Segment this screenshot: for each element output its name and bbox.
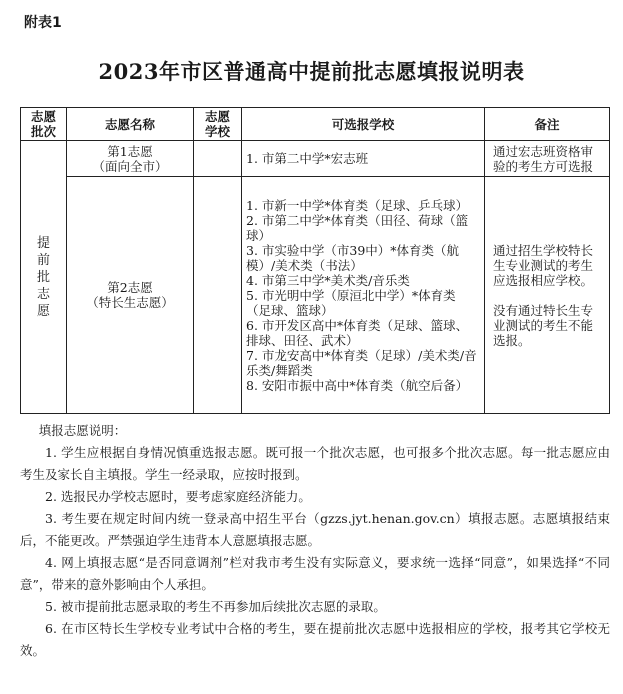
header-choices: 可选报学校 bbox=[242, 108, 485, 141]
header-batch: 志愿 批次 bbox=[21, 108, 67, 141]
table-row bbox=[21, 177, 610, 414]
choice-item: 2. 市第二中学*体育类（田径、荷球（篮球） bbox=[246, 212, 469, 243]
header-school: 志愿 学校 bbox=[194, 108, 242, 141]
notes-heading: 填报志愿说明： bbox=[38, 423, 127, 438]
choice-item: 8. 安阳市振中高中*体育类（航空后备） bbox=[246, 377, 469, 393]
note-item: 1. 学生应根据自身情况慎重选报志愿。既可报一个批次志愿，也可报多个批次志愿。每一批志愿应由考生及家长自主填报。学生一经录取，应按时报到。 bbox=[20, 445, 610, 482]
row2-school bbox=[194, 177, 242, 414]
note-item: 4. 网上填报志愿“是否同意调剂”栏对我市考生没有实际意义，要求统一选择“同意”，如果选择“不同意”，带来的意外影响由个人承担。 bbox=[20, 555, 610, 592]
page-title: 2023年市区普通高中提前批志愿填报说明表 bbox=[98, 59, 525, 84]
choice-item: 6. 市开发区高中*体育类（足球、篮球、排球、田径、武术） bbox=[246, 317, 469, 348]
row1-name: 第1志愿 （面向全市） bbox=[67, 141, 194, 177]
row2-remark: 通过招生学校特长生专业测试的考生应选报相应学校。 没有通过特长生专业测试的考生不能选报。 bbox=[485, 177, 610, 414]
row2-choices bbox=[242, 177, 485, 414]
notes-section bbox=[20, 420, 610, 662]
table-header-row bbox=[21, 108, 610, 141]
note-item: 5. 被市提前批志愿录取的考生不再参加后续批次志愿的录取。 bbox=[45, 599, 386, 614]
choice-item: 3. 市实验中学（市39中）*体育类（航模）/美术类（书法） bbox=[246, 242, 460, 273]
table-row bbox=[21, 141, 610, 177]
volunteer-table bbox=[20, 107, 610, 414]
row1-remark: 通过宏志班资格审验的考生方可选报 bbox=[485, 141, 610, 177]
row1-school bbox=[194, 141, 242, 177]
attachment-label: 附表1 bbox=[24, 15, 62, 31]
choice-item: 4. 市第三中学*美术类/音乐类 bbox=[246, 272, 410, 288]
row1-choice: 1. 市第二中学*宏志班 bbox=[242, 141, 485, 177]
row2-name: 第2志愿 （特长生志愿） bbox=[67, 177, 194, 414]
batch-cell: 提 前 批 志 愿 bbox=[21, 141, 67, 414]
header-name: 志愿名称 bbox=[67, 108, 194, 141]
note-item: 6. 在市区特长生学校专业考试中合格的考生，要在提前批次志愿中选报相应的学校，报考其它学校无效。 bbox=[20, 621, 610, 658]
header-remark: 备注 bbox=[485, 108, 610, 141]
choice-item: 1. 市新一中学*体育类（足球、乒乓球） bbox=[246, 197, 469, 213]
choice-item: 7. 市龙安高中*体育类（足球）/美术类/音乐类/舞蹈类 bbox=[246, 347, 477, 378]
choice-item: 5. 市光明中学（原洹北中学）*体育类（足球、篮球） bbox=[246, 287, 456, 318]
note-item: 3. 考生要在规定时间内统一登录高中招生平台（gzzs.jyt.henan.gov.cn）填报志愿。志愿填报结束后，不能更改。严禁强迫学生违背本人意愿填报志愿。 bbox=[20, 511, 610, 548]
note-item: 2. 选报民办学校志愿时，要考虑家庭经济能力。 bbox=[45, 489, 311, 504]
